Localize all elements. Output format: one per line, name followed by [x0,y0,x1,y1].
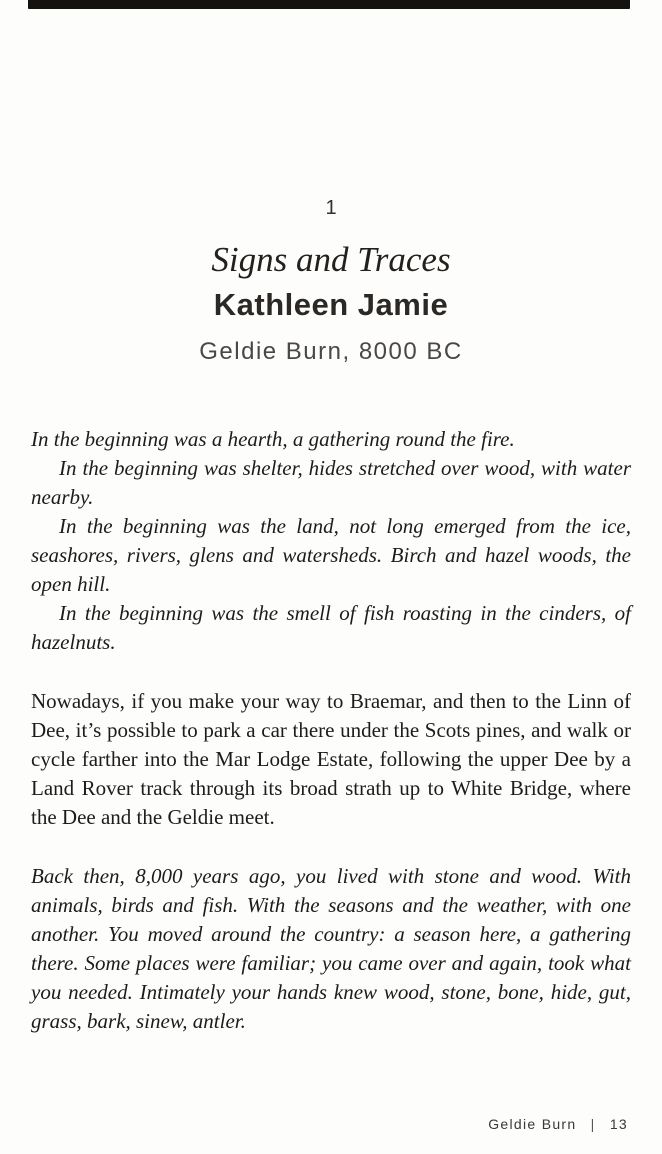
paragraph-opening-1: In the beginning was a hearth, a gathering round the fire. [31,426,515,451]
chapter-author: Kathleen Jamie [213,286,449,322]
chapter-title: Signs and Traces [211,240,451,279]
scan-edge-bar [28,0,630,9]
chapter-number: 1 [325,197,337,219]
chapter-subtitle: Geldie Burn, 8000 BC [199,337,463,365]
paragraph-opening-3: In the beginning was the land, not long emerged from the ice, seashores, rivers, glens and watersheds. Birch and hazel woods, the open hill. [31,513,631,596]
paragraph-back-then: Back then, 8,000 years ago, you lived with stone and wood. With animals, birds and fish. With the seasons and the weather, with one another. You moved around the country: a season here, a gathering there. Some places were familiar; you came over and again, took what you needed. Intimately your hands knew wood, stone, bone, hide, gut, grass, bark, sinew, antler. [31,863,631,1033]
paragraph-opening-2: In the beginning was shelter, hides stretched over wood, with water nearby. [31,455,631,509]
footer-separator: | [590,1116,596,1132]
chapter-header [0,0,662,367]
page-footer [488,1116,628,1132]
paragraph-nowadays: Nowadays, if you make your way to Braemar, and then to the Linn of Dee, it’s possible to park a car there under the Scots pines, and walk or cycle farther into the Mar Lodge Estate, following the upper Dee by a Land Rover track through its broad strath up to White Bridge, where the Dee and the Geldie meet. [31,688,631,829]
paragraph-opening-4: In the beginning was the smell of fish roasting in the cinders, of hazelnuts. [31,600,631,654]
running-header: Geldie Burn [488,1116,577,1132]
page-body [0,425,662,1036]
page-number: 13 [609,1116,628,1132]
